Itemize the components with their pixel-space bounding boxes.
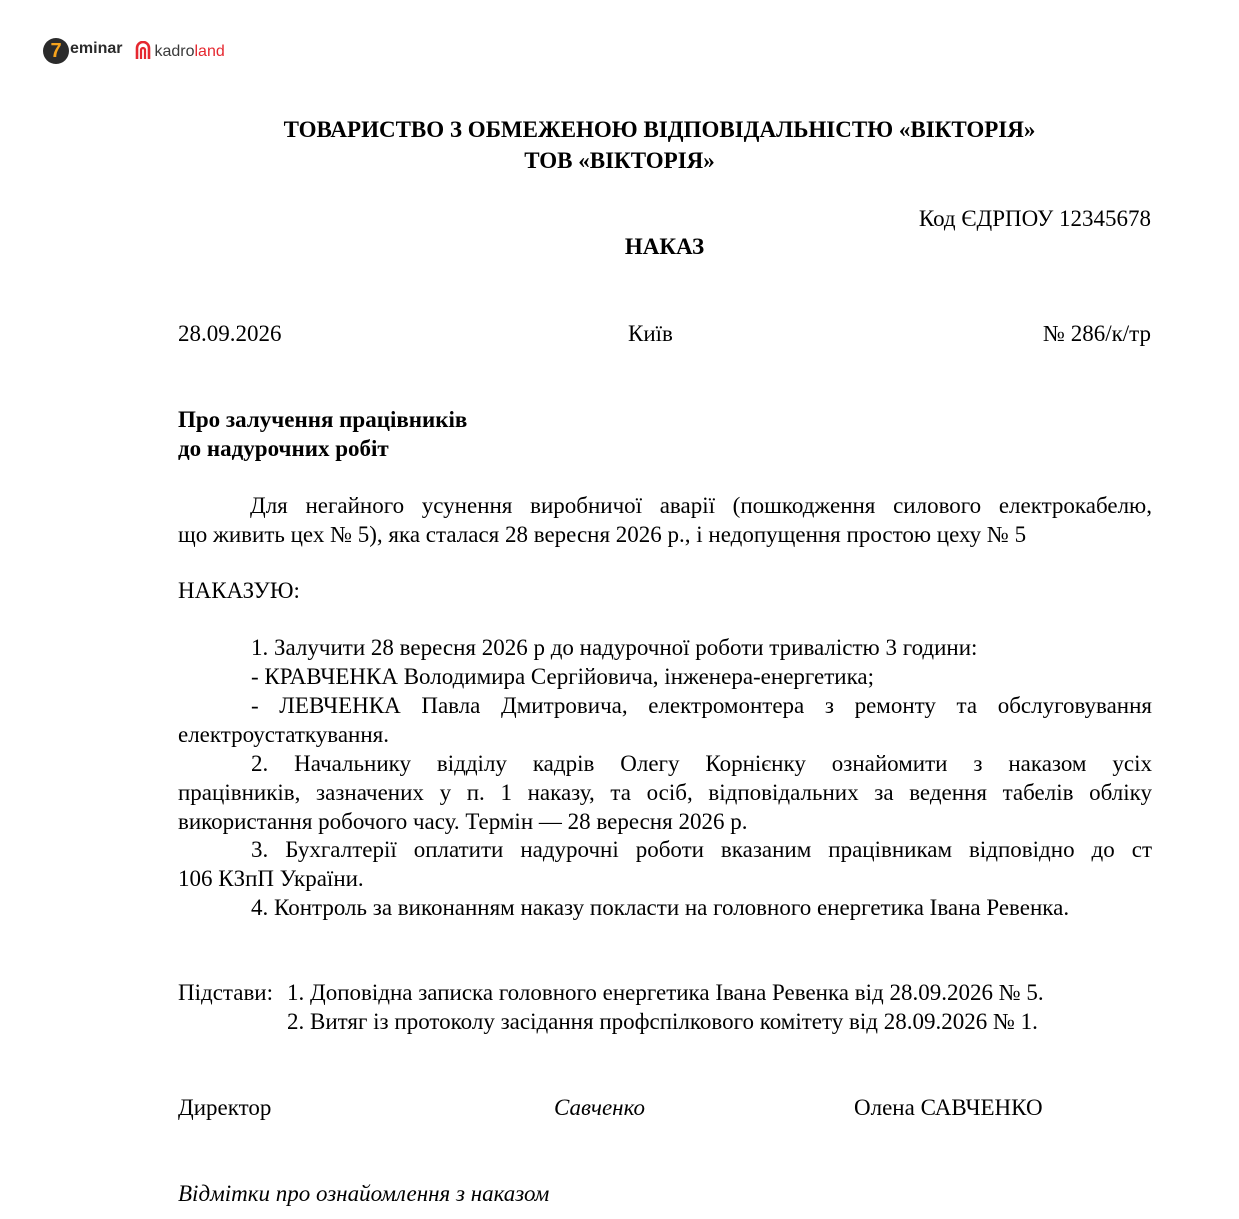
- item-2-line-3: використання робочого часу. Термін — 28 вересня 2026 р.: [178, 809, 748, 834]
- order-subject-line-2: до надурочних робіт: [178, 436, 389, 461]
- order-city: Київ: [628, 321, 673, 346]
- item-3-line-2: 106 КЗпП України.: [178, 866, 364, 891]
- signatory-name: Олена САВЧЕНКО: [854, 1095, 1043, 1120]
- company-short-name: ТОВ «ВІКТОРІЯ»: [524, 148, 715, 173]
- seminar-logo-text: eminar: [70, 40, 123, 57]
- company-full-name: ТОВАРИСТВО З ОБМЕЖЕНОЮ ВІДПОВІДАЛЬНІСТЮ «ВІКТОРІЯ»: [283, 117, 1036, 142]
- signature: Савченко: [554, 1095, 645, 1120]
- item-1-line-4: електроустаткування.: [178, 722, 389, 747]
- item-2-line-1: 2. Начальнику відділу кадрів Олегу Корнієнку ознайомити з наказом усіх: [251, 751, 1152, 776]
- grounds-item-1: 1. Доповідна записка головного енергетика Івана Ревенка від 28.09.2026 № 5.: [287, 980, 1044, 1005]
- header-logos: [43, 38, 225, 64]
- item-3-line-1: 3. Бухгалтерії оплатити надурочні роботи вказаним працівникам відповідно до ст: [251, 837, 1152, 862]
- seminar-logo-icon: 7: [43, 38, 69, 64]
- document-title: НАКАЗ: [624, 234, 705, 259]
- kadroland-logo-text: kadroland: [154, 43, 225, 60]
- order-number: № 286/к/тр: [1043, 321, 1151, 346]
- acknowledgement-note: Відмітки про ознайомлення з наказом: [178, 1181, 550, 1206]
- item-1-line-3: - ЛЕВЧЕНКА Павла Дмитровича, електромонтера з ремонту та обслуговування: [251, 693, 1152, 718]
- grounds-label: Підстави:: [178, 980, 274, 1005]
- preamble-line-1: Для негайного усунення виробничої аварії (пошкодження силового електрокабелю,: [250, 493, 1152, 518]
- item-1-line-2: - КРАВЧЕНКА Володимира Сергійовича, інженера-енергетика;: [251, 664, 875, 689]
- order-word: НАКАЗУЮ:: [178, 578, 300, 603]
- edrpou-code: Код ЄДРПОУ 12345678: [918, 206, 1151, 231]
- signatory-position: Директор: [178, 1095, 272, 1120]
- kadroland-logo: [134, 41, 224, 61]
- item-1-line-1: 1. Залучити 28 вересня 2026 р до надурочної роботи тривалістю 3 години:: [251, 635, 978, 660]
- preamble-line-2: що живить цех № 5), яка сталася 28 вересня 2026 р., і недопущення простою цеху № 5: [178, 522, 1027, 547]
- item-2-line-2: працівників, зазначених у п. 1 наказу, та осіб, відповідальних за ведення табелів обліку: [178, 780, 1152, 805]
- order-date: 28.09.2026: [178, 321, 282, 346]
- kadroland-logo-icon: [134, 41, 152, 61]
- item-4-line-1: 4. Контроль за виконанням наказу покласти на головного енергетика Івана Ревенка.: [251, 895, 1070, 920]
- grounds-item-2: 2. Витяг із протоколу засідання профспілкового комітету від 28.09.2026 № 1.: [287, 1009, 1038, 1034]
- order-subject-line-1: Про залучення працівників: [178, 407, 468, 432]
